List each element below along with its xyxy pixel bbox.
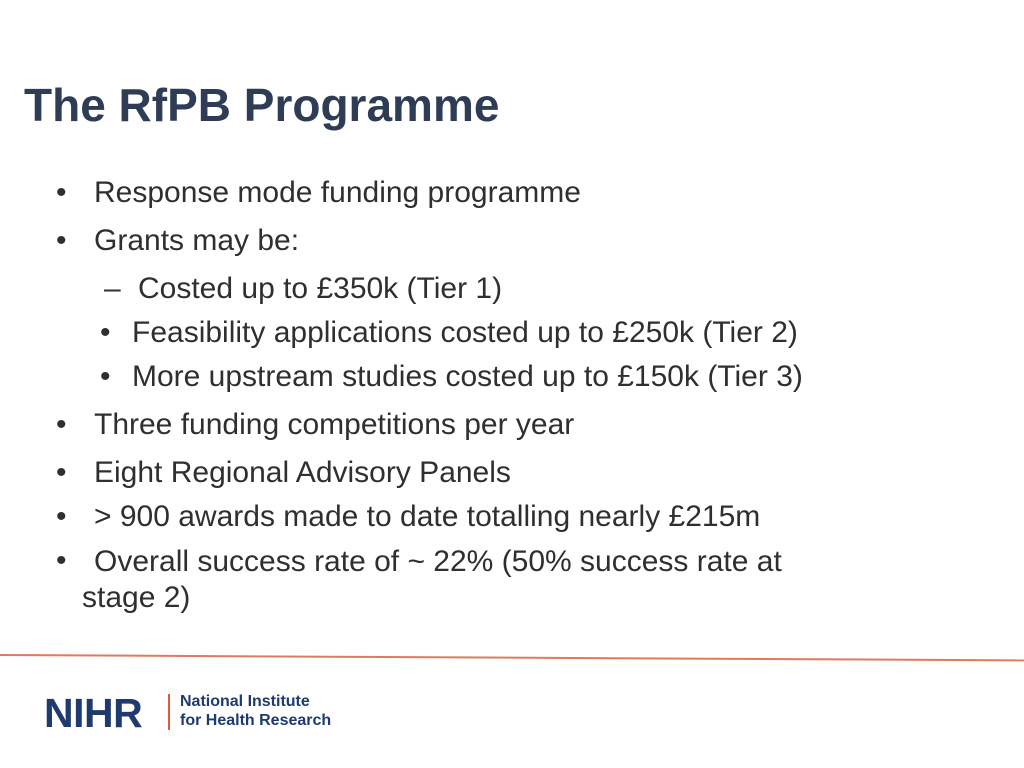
bullet-text: Eight Regional Advisory Panels (94, 456, 511, 489)
bullet-marker: • (56, 544, 67, 577)
bullet-text: Overall success rate of ~ 22% (50% success rate at (94, 545, 782, 578)
bullet-marker: • (56, 456, 67, 489)
bullet-marker: • (100, 316, 111, 349)
logo-subtitle (180, 692, 331, 730)
bullet-marker: • (56, 408, 67, 441)
bullet-text: Response mode funding programme (94, 176, 581, 209)
bullet-text: Grants may be: (94, 224, 300, 257)
bullet-marker: • (56, 176, 67, 209)
bullet-text: > 900 awards made to date totalling nearly £215m (94, 500, 761, 533)
bullet-marker: • (56, 224, 67, 257)
dash-marker: – (104, 272, 121, 305)
logo-line-2: for Health Research (180, 712, 332, 729)
footer-divider (0, 654, 1024, 661)
bullet-text: More upstream studies costed up to £150k (Tier 3) (132, 360, 803, 393)
bullet-marker: • (56, 500, 67, 533)
logo-line-1: National Institute (180, 693, 310, 710)
bullet-text: Feasibility applications costed up to £250k (Tier 2) (132, 316, 798, 349)
logo-wordmark: NIHR (44, 690, 143, 736)
bullet-text: Three funding competitions per year (94, 408, 575, 441)
bullet-text: Costed up to £350k (Tier 1) (138, 272, 503, 305)
logo-separator (168, 694, 170, 730)
bullet-marker: • (100, 360, 111, 393)
slide-title: The RfPB Programme (24, 79, 500, 131)
bullet-text-continuation: stage 2) (82, 581, 191, 614)
